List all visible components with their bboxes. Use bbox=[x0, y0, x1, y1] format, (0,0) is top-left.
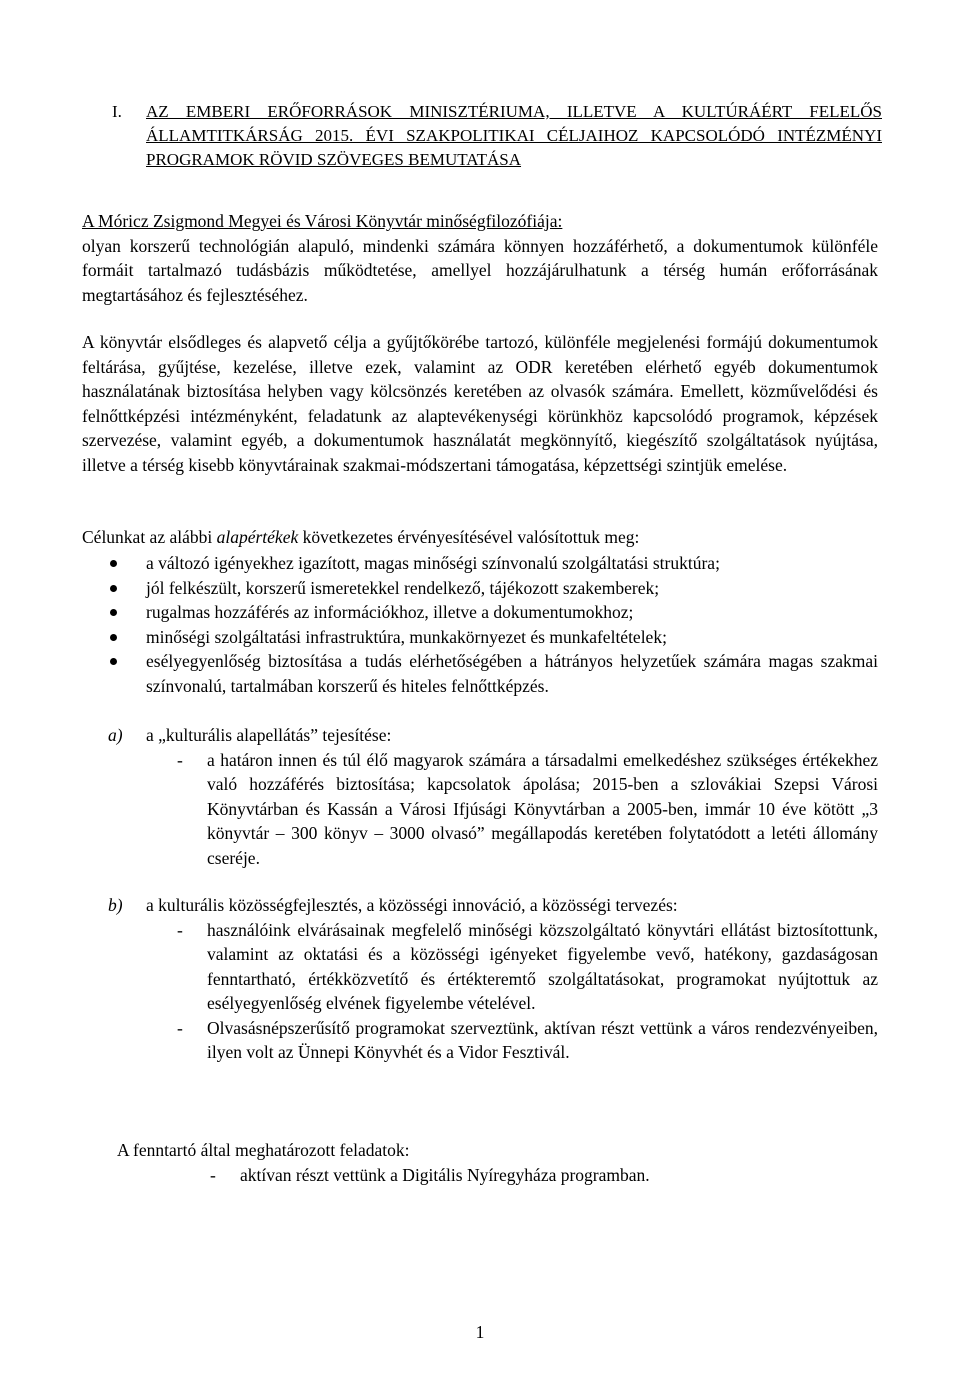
maintainer-tasks bbox=[117, 1138, 877, 1187]
heading-number: I. bbox=[112, 102, 122, 121]
list-item-text: esélyegyenlőség biztosítása a tudás elérhetőségében a hátrányos helyzetűek számára magas szakmai színvonalú, tartalmában korszerű és hiteles felnőttképzés. bbox=[146, 651, 878, 696]
list-item bbox=[82, 576, 878, 601]
list-item bbox=[82, 551, 878, 576]
section-b bbox=[82, 893, 878, 1065]
maintainer-tasks-title: A fenntartó által meghatározott feladatok: bbox=[117, 1140, 410, 1160]
core-values-intro-before: Célunkat az alábbi bbox=[82, 527, 217, 547]
bullet-icon bbox=[110, 658, 117, 665]
list-item-text: rugalmas hozzáférés az információkhoz, illetve a dokumentumokhoz; bbox=[146, 602, 634, 622]
maintainer-task-item bbox=[210, 1163, 877, 1188]
dash-marker: - bbox=[177, 919, 183, 940]
section-heading bbox=[112, 100, 882, 172]
list-item bbox=[82, 600, 878, 625]
quality-philosophy-title: A Móricz Zsigmond Megyei és Városi Könyvtár minőségfilozófiája: bbox=[82, 211, 563, 231]
section-a-item-text: a határon innen és túl élő magyarok számára a társadalmi emelkedéshez szükséges értékekhez való hozzáférés biztosítása; kapcsolatok ápolása; 2015-ben a szlovákiai Szepsi Városi Könyvtárban és Kassán a Városi Ifjúsági Könyvtárban a 2005-ben, immár 10 éve kötött „3 könyvtár – 300 könyv – 3000 olvasó” megállapodás keretében folytatódott a letéti állomány cseréje. bbox=[207, 749, 878, 868]
library-goals-paragraph: A könyvtár elsődleges és alapvető célja a gyűjtőkörébe tartozó, különféle megjelenési formájú dokumentumok feltárása, gyűjtése, kezelése, illetve ezek, valamint az ODR keretében elérhető egyéb dokumentumok használatának biztosítása helyben vagy kölcsönzés keretében az olvasók számára. Emellett, közművelődési és felnőttképzési intézményként, feladatunk az alaptevékenységi körünkhöz kapcsolódó programok, képzések szervezése, valamint egyéb, a dokumentumok használatát megkönnyítő, kiegészítő szolgáltatások nyújtása, illetve a térség kisebb könyvtárainak szakmai-módszertani támogatása, képzettségi szintjük emelése. bbox=[82, 332, 878, 475]
dash-marker: - bbox=[177, 749, 183, 770]
section-a-item bbox=[177, 748, 878, 871]
core-values-intro-after: következetes érvényesítésével valósítottuk meg: bbox=[298, 527, 640, 547]
bullet-icon bbox=[110, 634, 117, 641]
maintainer-task-text: aktívan részt vettünk a Digitális Nyíregyháza programban. bbox=[240, 1164, 650, 1185]
list-item bbox=[82, 649, 878, 698]
heading-text: AZ EMBERI ERŐFORRÁSOK MINISZTÉRIUMA, ILLETVE A KULTÚRÁÉRT FELELŐS ÁLLAMTITKÁRSÁG 2015. ÉVI SZAKPOLITIKAI CÉLJAIHOZ KAPCSOLÓDÓ INTÉZMÉNYI PROGRAMOK RÖVID SZÖVEGES BEMUTATÁSA bbox=[146, 102, 882, 169]
section-b-item-text: Olvasásnépszerűsítő programokat szerveztünk, aktívan részt vettünk a város rendezvényeiben, ilyen volt az Ünnepi Könyvhét és a Vidor Fesztivál. bbox=[207, 1017, 878, 1062]
section-b-item-text: használóink elvárásainak megfelelő minőségi közszolgáltató könyvtári ellátást biztosítottunk, valamint az oktatási és a közösségi igényeket figyelembe vevő, hatékony, gazdaságosan fenntartható, értékközvetítő és értékteremtő szolgáltatásokat, programokat nyújtottuk az esélyegyenlőség elvének figyelembe vételével. bbox=[207, 919, 878, 1013]
list-item-text: a változó igényekhez igazított, magas minőségi színvonalú szolgáltatási struktúra; bbox=[146, 553, 720, 573]
list-item-text: jól felkészült, korszerű ismeretekkel rendelkező, tájékozott szakemberek; bbox=[146, 577, 660, 598]
core-values-intro bbox=[82, 525, 878, 550]
page-number: 1 bbox=[475, 1322, 485, 1342]
section-a-letter: a) bbox=[108, 725, 123, 745]
dash-marker: - bbox=[210, 1164, 216, 1185]
core-values-emphasis: alapértékek bbox=[216, 527, 299, 547]
section-a bbox=[82, 723, 878, 870]
core-values-list bbox=[82, 551, 878, 698]
list-item bbox=[82, 625, 878, 650]
section-b-letter: b) bbox=[108, 895, 123, 915]
section-a-title: a „kulturális alapellátás” tejesítése: bbox=[146, 725, 392, 745]
bullet-icon bbox=[110, 585, 117, 592]
quality-philosophy-text: olyan korszerű technológián alapuló, mindenki számára könnyen hozzáférhető, a dokumentumok különféle formáit tartalmazó tudásbázis működtetése, amellyel hozzájárulhatunk a térség humán erőforrásának megtartásához és fejlesztéséhez. bbox=[82, 235, 878, 305]
bullet-icon bbox=[110, 609, 117, 616]
dash-marker: - bbox=[177, 1017, 183, 1038]
bullet-icon bbox=[110, 560, 117, 567]
section-b-item bbox=[177, 1016, 878, 1065]
quality-philosophy bbox=[82, 209, 878, 307]
section-b-title: a kulturális közösségfejlesztés, a közösségi innováció, a közösségi tervezés: bbox=[146, 895, 678, 915]
section-b-item bbox=[177, 918, 878, 1016]
list-item-text: minőségi szolgáltatási infrastruktúra, munkakörnyezet és munkafeltételek; bbox=[146, 626, 667, 647]
